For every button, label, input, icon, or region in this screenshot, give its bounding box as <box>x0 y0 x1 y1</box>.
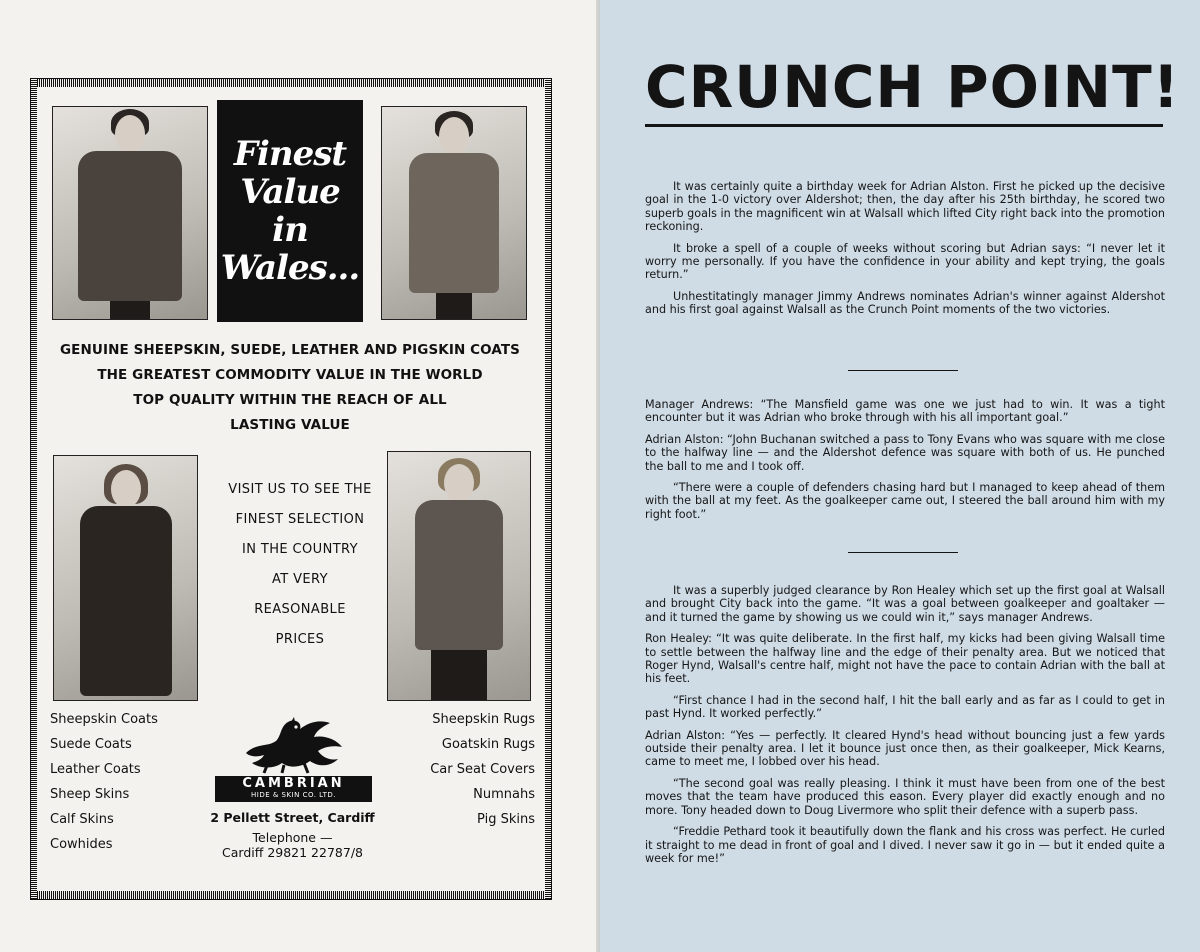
banner-line-4: Wales... <box>220 248 360 288</box>
advert-border-top <box>31 79 551 87</box>
advert-headline-1: GENUINE SHEEPSKIN, SUEDE, LEATHER AND PIGSKIN COATS <box>59 342 521 358</box>
product-list-left <box>50 710 210 860</box>
advert-border-bottom <box>31 891 551 899</box>
article-paragraph: “First chance I had in the second half, I hit the ball early and as far as I could to get in past Hynd. It worked perfectly.” <box>645 693 1165 721</box>
photo-suede-coat <box>381 106 527 320</box>
section-divider <box>848 370 958 371</box>
article-paragraph: Unhestitatingly manager Jimmy Andrews nominates Adrian's winner against Aldershot and his first goal against Walsall as the Crunch Point moments of the two victories. <box>645 289 1165 317</box>
banner-line-2: Value <box>240 172 340 212</box>
advert-headline-4: LASTING VALUE <box>230 417 350 433</box>
product-item: Pig Skins <box>477 812 535 827</box>
product-item: Goatskin Rugs <box>441 737 535 752</box>
article-paragraph: It was certainly quite a birthday week for Adrian Alston. First he picked up the decisive goal in the 1-0 victory over Aldershot; then, the day after his 25th birthday, he scored two superb goals in the magnificent win at Walsall which lifted City right back into the promotion reckoning. <box>645 180 1165 234</box>
product-item: Car Seat Covers <box>430 762 535 777</box>
finest-value-banner <box>217 100 363 322</box>
visit-line-5: REASONABLE <box>254 602 346 617</box>
product-item: Calf Skins <box>50 812 114 827</box>
advert-headline-2: THE GREATEST COMMODITY VALUE IN THE WORLD <box>97 367 483 383</box>
telephone-numbers: Cardiff 29821 22787/8 <box>222 845 363 860</box>
advert-border-left <box>31 79 37 899</box>
article-paragraph: Adrian Alston: “John Buchanan switched a pass to Tony Evans who was square with me close to the halfway line — and the Aldershot defence was square with both of us. He punched the ball to me and I took off. <box>645 432 1165 473</box>
article-paragraph: “There were a couple of defenders chasing hard but I managed to keep ahead of them with the ball at my feet. As the goalkeeper came out, I steered the ball around him with my right foot.” <box>645 481 1165 521</box>
product-item: Suede Coats <box>50 737 132 752</box>
article-paragraph: It broke a spell of a couple of weeks without scoring but Adrian says: “I never let it worry me personally. If you have the confidence in your ability and kept trying, the goals return.” <box>645 241 1165 282</box>
advert-border-right <box>545 79 551 899</box>
banner-line-3: in <box>272 210 308 250</box>
article-paragraph: Ron Healey: “It was quite deliberate. In the first half, my kicks had been giving Walsall time to settle between the halfway line and the edge of their penalty area. But we noticed that Roger Hynd, Walsall's centre half, might not have the pace to contain Adrian with the ball at his feet. <box>645 632 1165 686</box>
telephone-label: Telephone — <box>252 830 333 845</box>
product-item: Leather Coats <box>50 762 141 777</box>
visit-text-block <box>215 480 385 660</box>
product-list-right <box>385 710 535 835</box>
banner-line-1: Finest <box>233 134 347 174</box>
headline-rule <box>645 124 1163 127</box>
article-paragraph: Manager Andrews: “The Mansfield game was one we just had to win. It was a tight encounter but it was Adrian who broke through with his all important goal.” <box>645 398 1165 425</box>
visit-line-4: AT VERY <box>271 572 328 587</box>
product-item: Sheepskin Rugs <box>432 712 535 727</box>
article-paragraph: It was a superbly judged clearance by Ron Healey which set up the first goal at Walsall and brought City back into the game. “It was a goal between goalkeeper and goaltaker — and it turned the game by showing us we could win it,” says manager Andrews. <box>645 584 1165 624</box>
cambrian-logo <box>215 776 372 802</box>
article-section-2 <box>645 398 1165 529</box>
article-paragraph: Adrian Alston: “Yes — perfectly. It cleared Hynd's head without bouncing just a few yards outside their penalty area. I let it bounce just once then, as their goalkeeper, Mick Kearns, came to meet me, I lobbed over his head. <box>645 728 1165 769</box>
photo-sheepskin-coat <box>52 106 208 320</box>
telephone-block <box>200 830 385 860</box>
article-paragraph: “The second goal was really pleasing. I think it must have been from one of the best moves that the team have produced this eason. Every player did exactly enough and no more. Tony headed down to Doug Livermore who split their defence with a superb pass. <box>645 776 1165 817</box>
article-section-3 <box>645 584 1165 873</box>
product-item: Numnahs <box>473 787 535 802</box>
logo-subtitle: HIDE & SKIN CO. LTD. <box>250 791 336 799</box>
welsh-dragon-icon <box>238 713 348 775</box>
section-divider <box>848 552 958 553</box>
visit-line-1: VISIT US TO SEE THE <box>228 482 372 497</box>
logo-name: CAMBRIAN <box>242 776 345 791</box>
advert-headline-3: TOP QUALITY WITHIN THE REACH OF ALL <box>133 392 447 408</box>
visit-line-6: PRICES <box>275 632 325 647</box>
article-paragraph: “Freddie Pethard took it beautifully down the flank and his cross was perfect. He curled it straight to me dead in front of goal and I dived. I never saw it go in — but it ended quite a week for me!” <box>645 825 1165 865</box>
article-section-1 <box>645 180 1165 325</box>
shop-address: 2 Pellett Street, Cardiff <box>210 810 375 825</box>
visit-line-2: FINEST SELECTION <box>235 512 365 527</box>
product-item: Sheep Skins <box>50 787 130 802</box>
product-item: Sheepskin Coats <box>50 712 158 727</box>
visit-line-3: IN THE COUNTRY <box>242 542 358 557</box>
photo-pigskin-coat <box>387 451 531 701</box>
article-headline: CRUNCH POINT! <box>645 53 1181 121</box>
product-item: Cowhides <box>50 837 113 852</box>
photo-leather-coat <box>53 455 198 701</box>
